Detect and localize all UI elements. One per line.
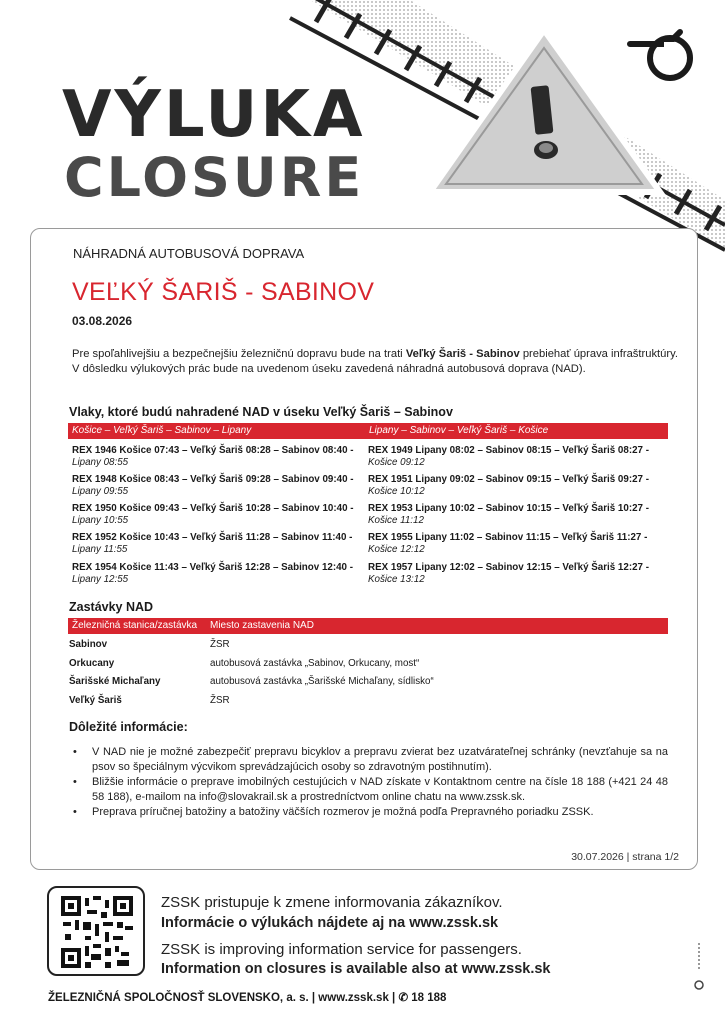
train-route: REX 1946 Košice 07:43 – Veľký Šariš 08:28 – Sabinov 08:40 - — [72, 445, 354, 456]
train-destination: Lipany 11:55 — [72, 543, 128, 555]
train-route: REX 1948 Košice 08:43 – Veľký Šariš 09:28 – Sabinov 09:40 - — [72, 474, 354, 485]
bottom-link-en: Information on closures is available also at www.zssk.sk — [161, 961, 551, 977]
stop-station: Šarišské Michaľany — [69, 676, 161, 687]
intro-text-after: prebiehať úprava infraštruktúry. V dôsledku výlukových prác bude na uvedenom úseku zavedená náhradná autobusová doprava (NAD). — [72, 348, 678, 375]
stop-row — [68, 636, 668, 654]
stop-place: ŽSR — [210, 639, 230, 650]
train-entry — [368, 474, 660, 497]
train-destination: Lipany 10:55 — [72, 514, 129, 526]
side-mark-icon — [692, 943, 708, 991]
stops-header-station: Železničná stanica/zastávka — [72, 620, 198, 631]
stop-row — [68, 673, 668, 691]
stop-place: ŽSR — [210, 694, 230, 706]
intro-route: Veľký Šariš - Sabinov — [405, 348, 520, 360]
bottom-line-sk: ZSSK pristupuje k zmene informovania zákazníkov. — [161, 894, 503, 911]
company-footer: ŽELEZNIČNÁ SPOLOČNOSŤ SLOVENSKO, a. s. | www.zssk.sk | ✆ 18 188 — [48, 992, 447, 1004]
train-route: REX 1957 Lipany 12:02 – Sabinov 12:15 – Veľký Šariš 12:27 - — [368, 562, 649, 573]
stop-place: autobusová zastávka „Sabinov, Orkucany, most“ — [210, 657, 420, 669]
info-item: • V NAD nie je možné zabezpečiť prepravu bicyklov a prepravu zvierat bez uzatvárateľnej schránky (nevzťahuje sa na psov so špeciálnym výcvikom sprevádzajúcich osoby so zdravotným postihnutím). — [68, 745, 668, 774]
stop-row — [68, 655, 668, 673]
trains-header-right: Lipany – Sabinov – Veľký Šariš – Košice — [369, 425, 549, 436]
train-entry — [72, 562, 364, 585]
trains-header-left: Košice – Veľký Šariš – Sabinov – Lipany — [72, 425, 252, 436]
service-label: NÁHRADNÁ AUTOBUSOVÁ DOPRAVA — [73, 246, 305, 261]
stop-station: Orkucany — [69, 657, 115, 669]
train-entry — [368, 445, 660, 468]
page-subtitle: CLOSURE — [64, 146, 365, 209]
train-destination: Košice 13:12 — [368, 573, 425, 585]
stop-station: Veľký Šariš — [69, 694, 122, 706]
page-footer: 30.07.2026 | strana 1/2 — [571, 851, 679, 863]
stop-row — [68, 692, 668, 710]
qr-code-icon — [47, 886, 145, 976]
train-route: REX 1949 Lipany 08:02 – Sabinov 08:15 – Veľký Šariš 08:27 - — [368, 445, 649, 456]
train-destination: Košice 12:12 — [368, 543, 425, 555]
stops-header-place: Miesto zastavenia NAD — [210, 620, 314, 631]
stops-header-bar — [68, 618, 668, 634]
train-entry — [368, 562, 660, 585]
train-route: REX 1953 Lipany 10:02 – Sabinov 10:15 – Veľký Šariš 10:27 - — [368, 503, 649, 514]
train-destination: Lipany 12:55 — [72, 573, 129, 585]
train-entry — [72, 474, 364, 497]
train-route: REX 1955 Lipany 11:02 – Sabinov 11:15 – Veľký Šariš 11:27 - — [368, 532, 648, 543]
info-list — [68, 745, 668, 821]
bottom-link-sk: Informácie o výlukách nájdete aj na www.zssk.sk — [161, 915, 499, 931]
train-route: REX 1950 Košice 09:43 – Veľký Šariš 10:28 – Sabinov 10:40 - — [72, 503, 354, 514]
train-route: REX 1952 Košice 10:43 – Veľký Šariš 11:28 – Sabinov 11:40 - — [72, 532, 353, 543]
page-title: VÝLUKA — [62, 78, 366, 152]
stop-station: Sabinov — [69, 639, 108, 650]
trains-header-bar — [68, 423, 668, 439]
stops-section-title: Zastávky NAD — [69, 600, 154, 614]
train-entry — [368, 503, 660, 526]
info-section-title: Dôležité informácie: — [69, 720, 188, 734]
train-entry — [368, 532, 660, 555]
bottom-line-en: ZSSK is improving information service for passengers. — [161, 941, 522, 958]
train-destination: Lipany 08:55 — [72, 456, 129, 468]
trains-section-title: Vlaky, ktoré budú nahradené NAD v úseku Veľký Šariš – Sabinov — [69, 405, 453, 419]
route-title: VEĽKÝ ŠARIŠ - SABINOV — [72, 278, 375, 306]
train-route: REX 1954 Košice 11:43 – Veľký Šariš 12:28 – Sabinov 12:40 - — [72, 562, 353, 573]
intro-text-before: Pre spoľahlivejšiu a bezpečnejšiu železničnú dopravu bude na trati — [72, 348, 406, 360]
closure-date: 03.08.2026 — [72, 314, 133, 328]
train-entry — [72, 445, 364, 468]
info-item: • Preprava príručnej batožiny a batožiny väčších rozmerov je možná podľa Prepravného poriadku ZSSK. — [68, 805, 668, 820]
train-destination: Košice 09:12 — [368, 456, 425, 468]
train-entry — [72, 532, 364, 555]
train-destination: Košice 10:12 — [368, 485, 425, 497]
info-item: • Bližšie informácie o preprave imobilných cestujúcich v NAD získate v Kontaktnom centre na čísle 18 188 (+421 24 48 58 188), e-mailom na info@slovakrail.sk a prostredníctvom online chatu na www.zssk.sk. — [68, 775, 668, 804]
train-destination: Lipany 09:55 — [72, 485, 129, 497]
intro-paragraph — [72, 347, 678, 377]
stop-place: autobusová zastávka „Šarišské Michaľany, sídlisko“ — [210, 676, 434, 687]
train-route: REX 1951 Lipany 09:02 – Sabinov 09:15 – Veľký Šariš 09:27 - — [368, 474, 649, 485]
zssk-logo-icon — [620, 22, 710, 82]
train-entry — [72, 503, 364, 526]
train-destination: Košice 11:12 — [368, 514, 424, 526]
